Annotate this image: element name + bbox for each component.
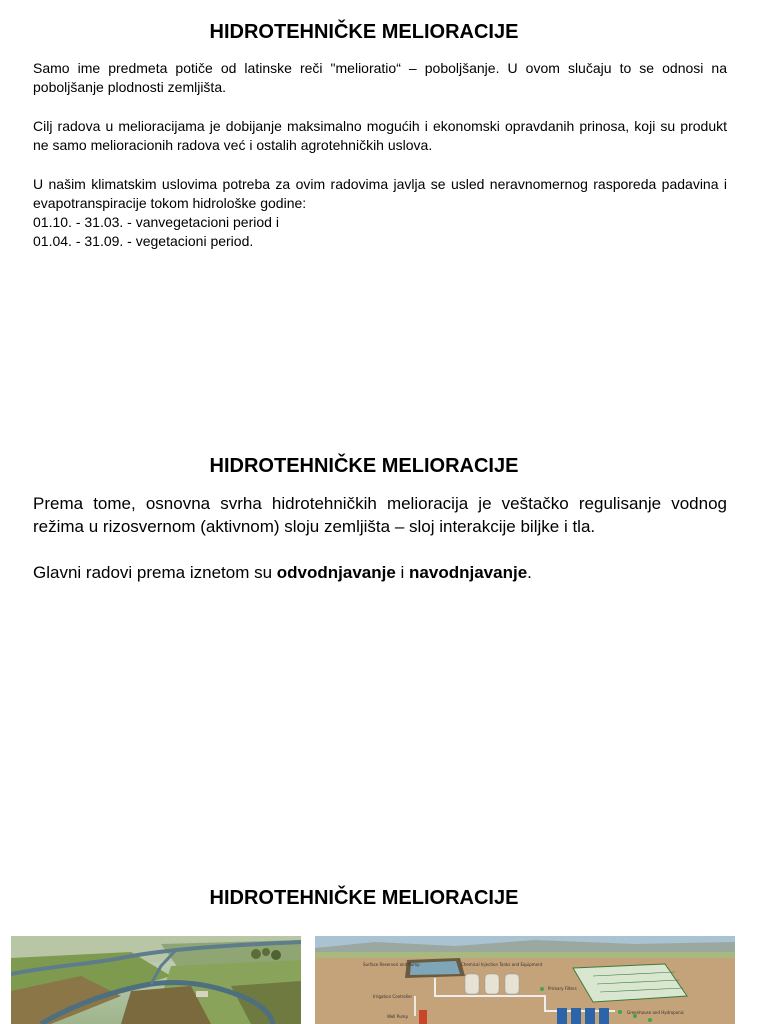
slide1-paragraph-3: U našim klimatskim uslovima potreba za ovim radovima javlja se usled neravnomernog rasporeda padavina i evapotranspiracije tokom hidrološke godine: <box>33 176 727 211</box>
irrigation-system-diagram <box>315 936 735 1024</box>
slide1-title: HIDROTEHNIČKE MELIORACIJE <box>209 21 519 43</box>
slide2-paragraph-2 <box>33 561 727 584</box>
label-irrigation-controller: Irrigation Controller <box>373 994 413 999</box>
label-surface-reservoir: Surface Reservoir and Pump <box>363 962 420 967</box>
slide3-title: HIDROTEHNIČKE MELIORACIJE <box>209 887 519 909</box>
paragraph-suffix: . <box>527 563 532 582</box>
label-primary-filters: Primary Filters <box>548 986 577 991</box>
term-navodnjavanje: navodnjavanje <box>409 563 528 582</box>
label-greenhouse: Greenhouse and Hydroponic <box>627 1010 684 1015</box>
label-chemical-injection: Chemical Injection Tanks and Equipment <box>461 962 543 967</box>
drainage-canal-photo <box>11 936 301 1024</box>
slide2-paragraph-1: Prema tome, osnovna svrha hidrotehničkih melioracija je veštačko regulisanje vodnog režima u rizosvernom (aktivnom) sloju zemljišta – sloj interakcije biljke i tla. <box>33 494 727 536</box>
slide1-paragraph-2: Cilj radova u melioracijama je dobijanje maksimalno mogućih i ekonomski opravdanih prinosa, koji su produkt ne samo melioracionih radova već i ostalih agrotehničkih uslova. <box>33 118 727 153</box>
slide1-paragraph-1: Samo ime predmeta potiče od latinske reči "melioratio“ – poboljšanje. U ovom slučaju to se odnosi na poboljšanje plodnosti zemljišta. <box>33 60 727 95</box>
label-well-pump: Well Pump <box>387 1014 408 1019</box>
term-odvodnjavanje: odvodnjavanje <box>276 563 396 582</box>
slide1-period-2: 01.04. - 31.09. - vegetacioni period. <box>33 233 254 249</box>
paragraph-prefix: Glavni radovi prema iznetom su <box>33 563 277 582</box>
slide1-period-1: 01.10. - 31.03. - vanvegetacioni period i <box>33 214 279 230</box>
paragraph-conjunction: i <box>395 563 410 582</box>
slide2-title: HIDROTEHNIČKE MELIORACIJE <box>209 455 519 477</box>
